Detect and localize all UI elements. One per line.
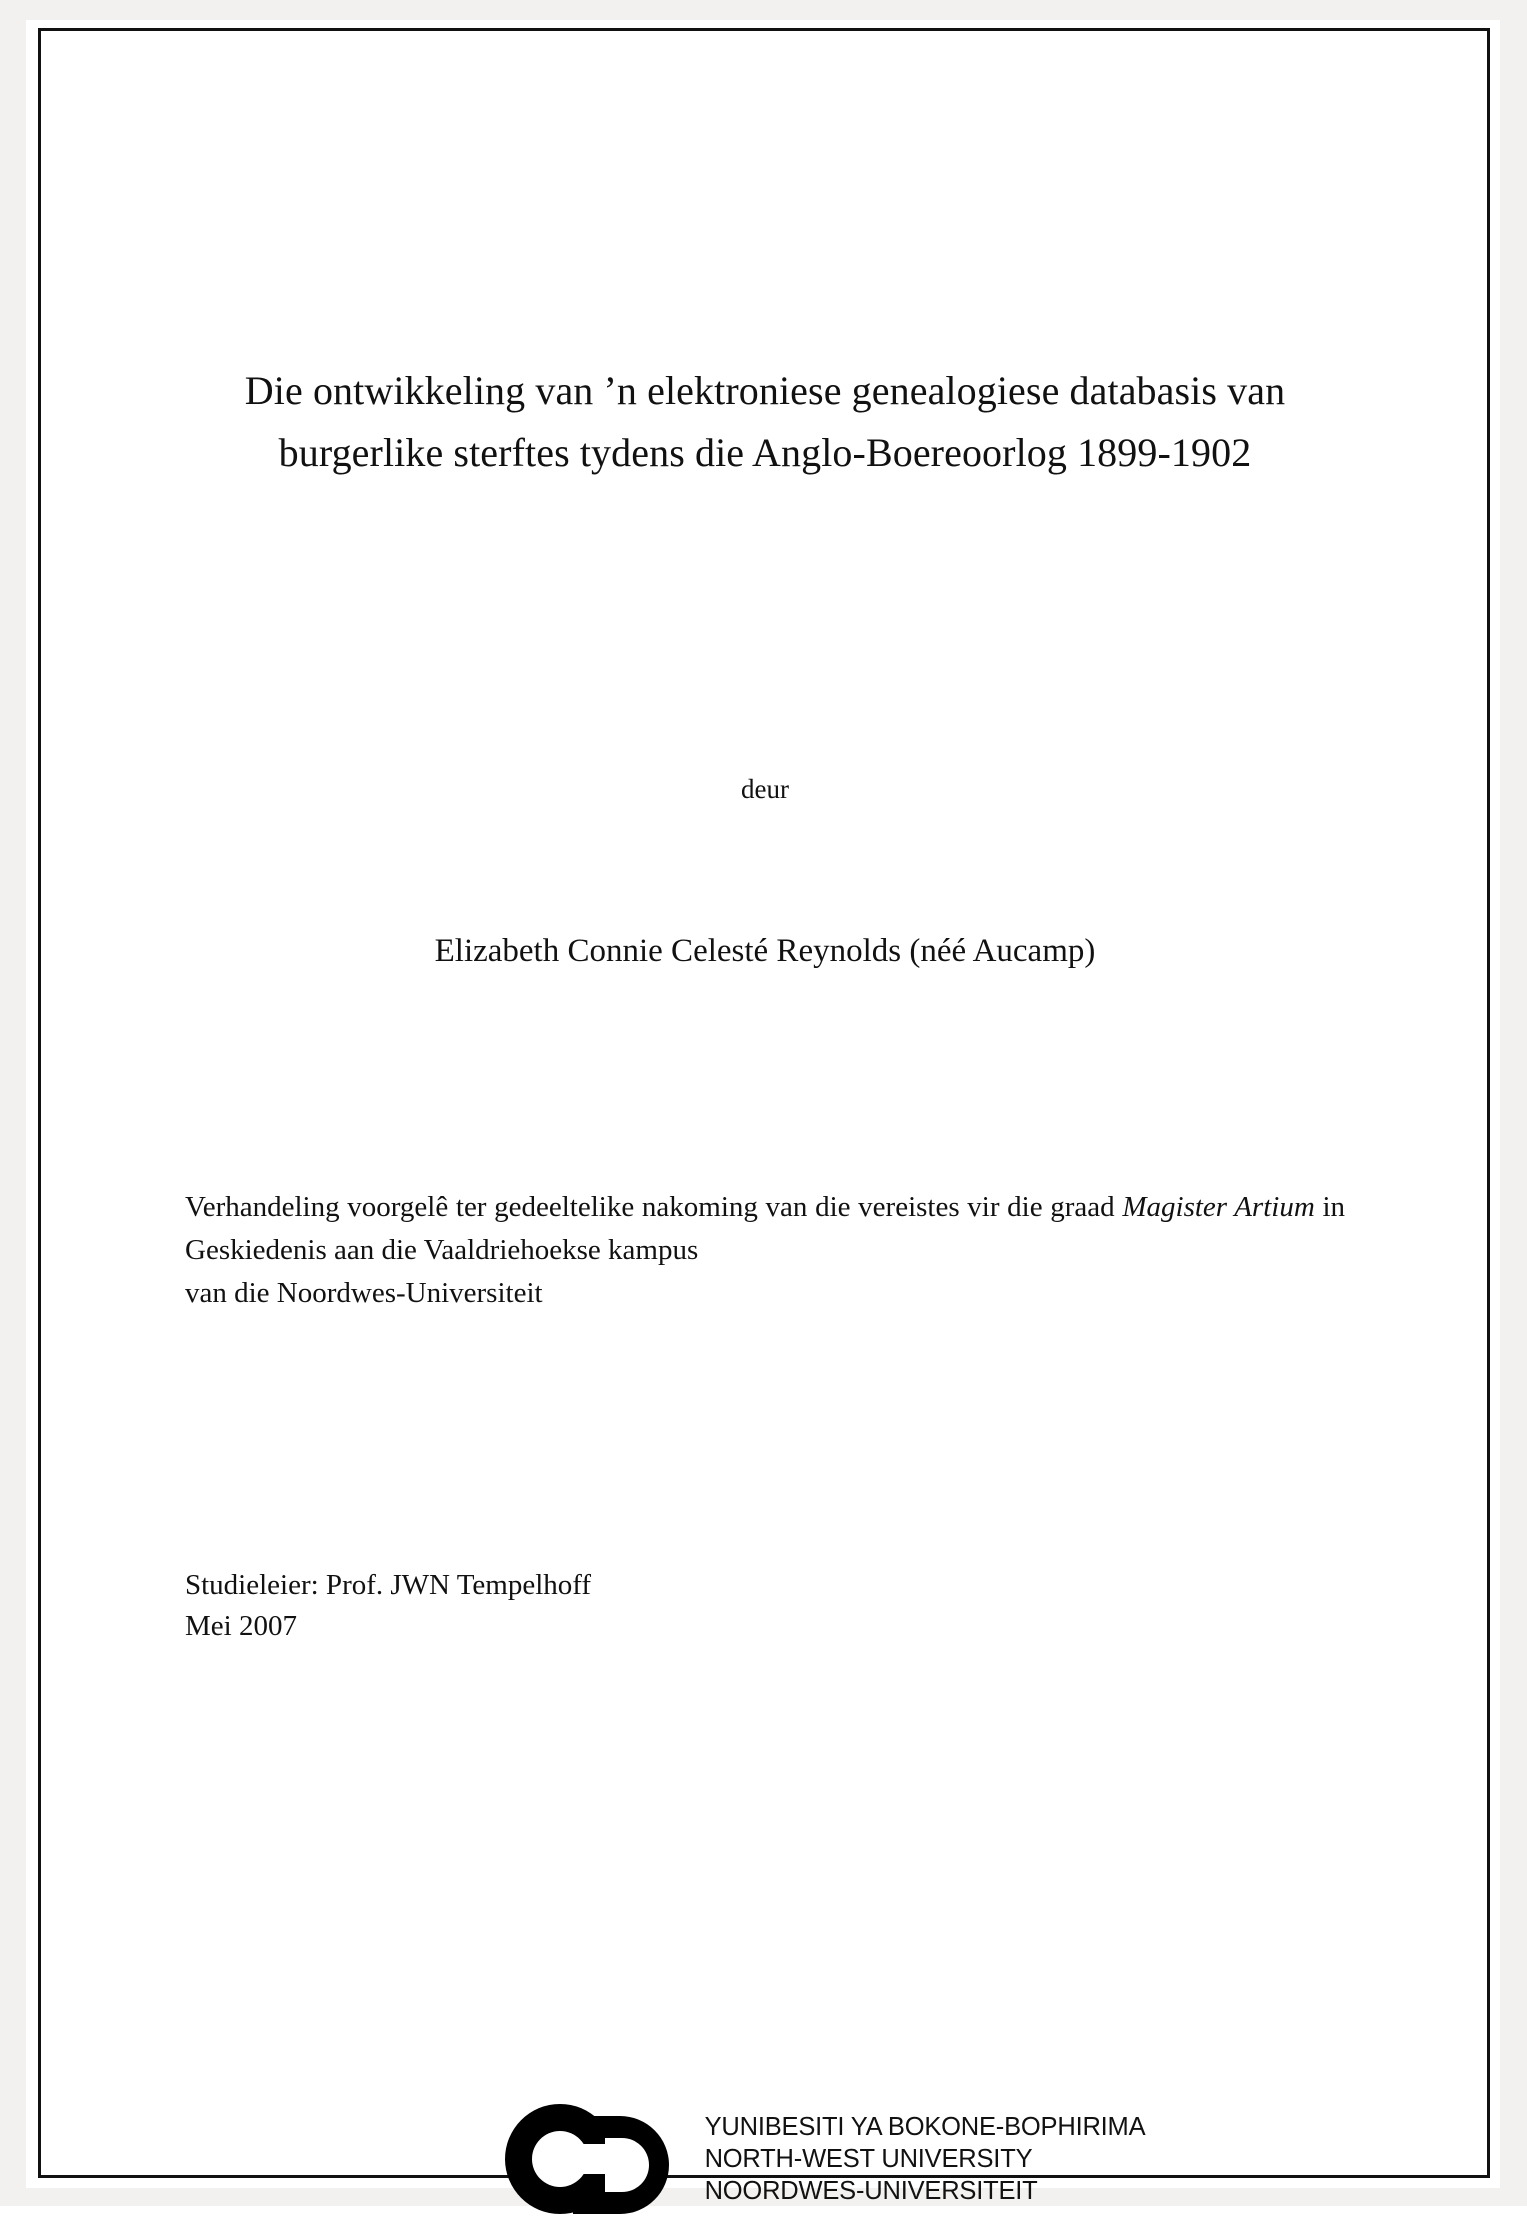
title-line-1: Die ontwikkeling van ’n elektroniese genealogiese databasis van <box>244 368 1286 413</box>
logo-wordmark <box>705 2111 1146 2207</box>
logo-line-1: YUNIBESITI YA BOKONE-BOPHIRIMA <box>704 2112 1146 2141</box>
by-label: deur <box>741 774 789 804</box>
logo-row <box>505 2100 1146 2218</box>
degree-statement-part3: van die Noordwes-Universiteit <box>185 1276 543 1309</box>
title-page-content <box>185 360 1346 2206</box>
supervisor-name: Studieleier: Prof. JWN Tempelhoff <box>185 1568 592 1601</box>
degree-statement-part2: in Geskiedenis aan die Vaaldriehoekse kampus <box>185 1191 1346 1266</box>
university-logo <box>185 2100 1345 2218</box>
degree-name: Magister Artium <box>1122 1191 1315 1223</box>
supervisor-block <box>185 1565 1345 1647</box>
submission-date: Mei 2007 <box>185 1609 297 1642</box>
title-line-2: burgerlike sterftes tydens die Anglo-Boereoorlog 1899-1902 <box>278 430 1252 475</box>
author-name: Elizabeth Connie Celesté Reynolds (néé Aucamp) <box>434 933 1096 969</box>
degree-statement-part1: Verhandeling voorgelê ter gedeeltelike nakoming van die vereistes vir die graad <box>185 1191 1123 1223</box>
nwu-logo-icon <box>505 2100 695 2218</box>
degree-statement <box>185 1186 1345 1315</box>
logo-line-2: NORTH-WEST UNIVERSITY <box>704 2144 1033 2173</box>
page-title <box>185 360 1345 484</box>
logo-line-3: NOORDWES-UNIVERSITEIT <box>704 2177 1038 2206</box>
